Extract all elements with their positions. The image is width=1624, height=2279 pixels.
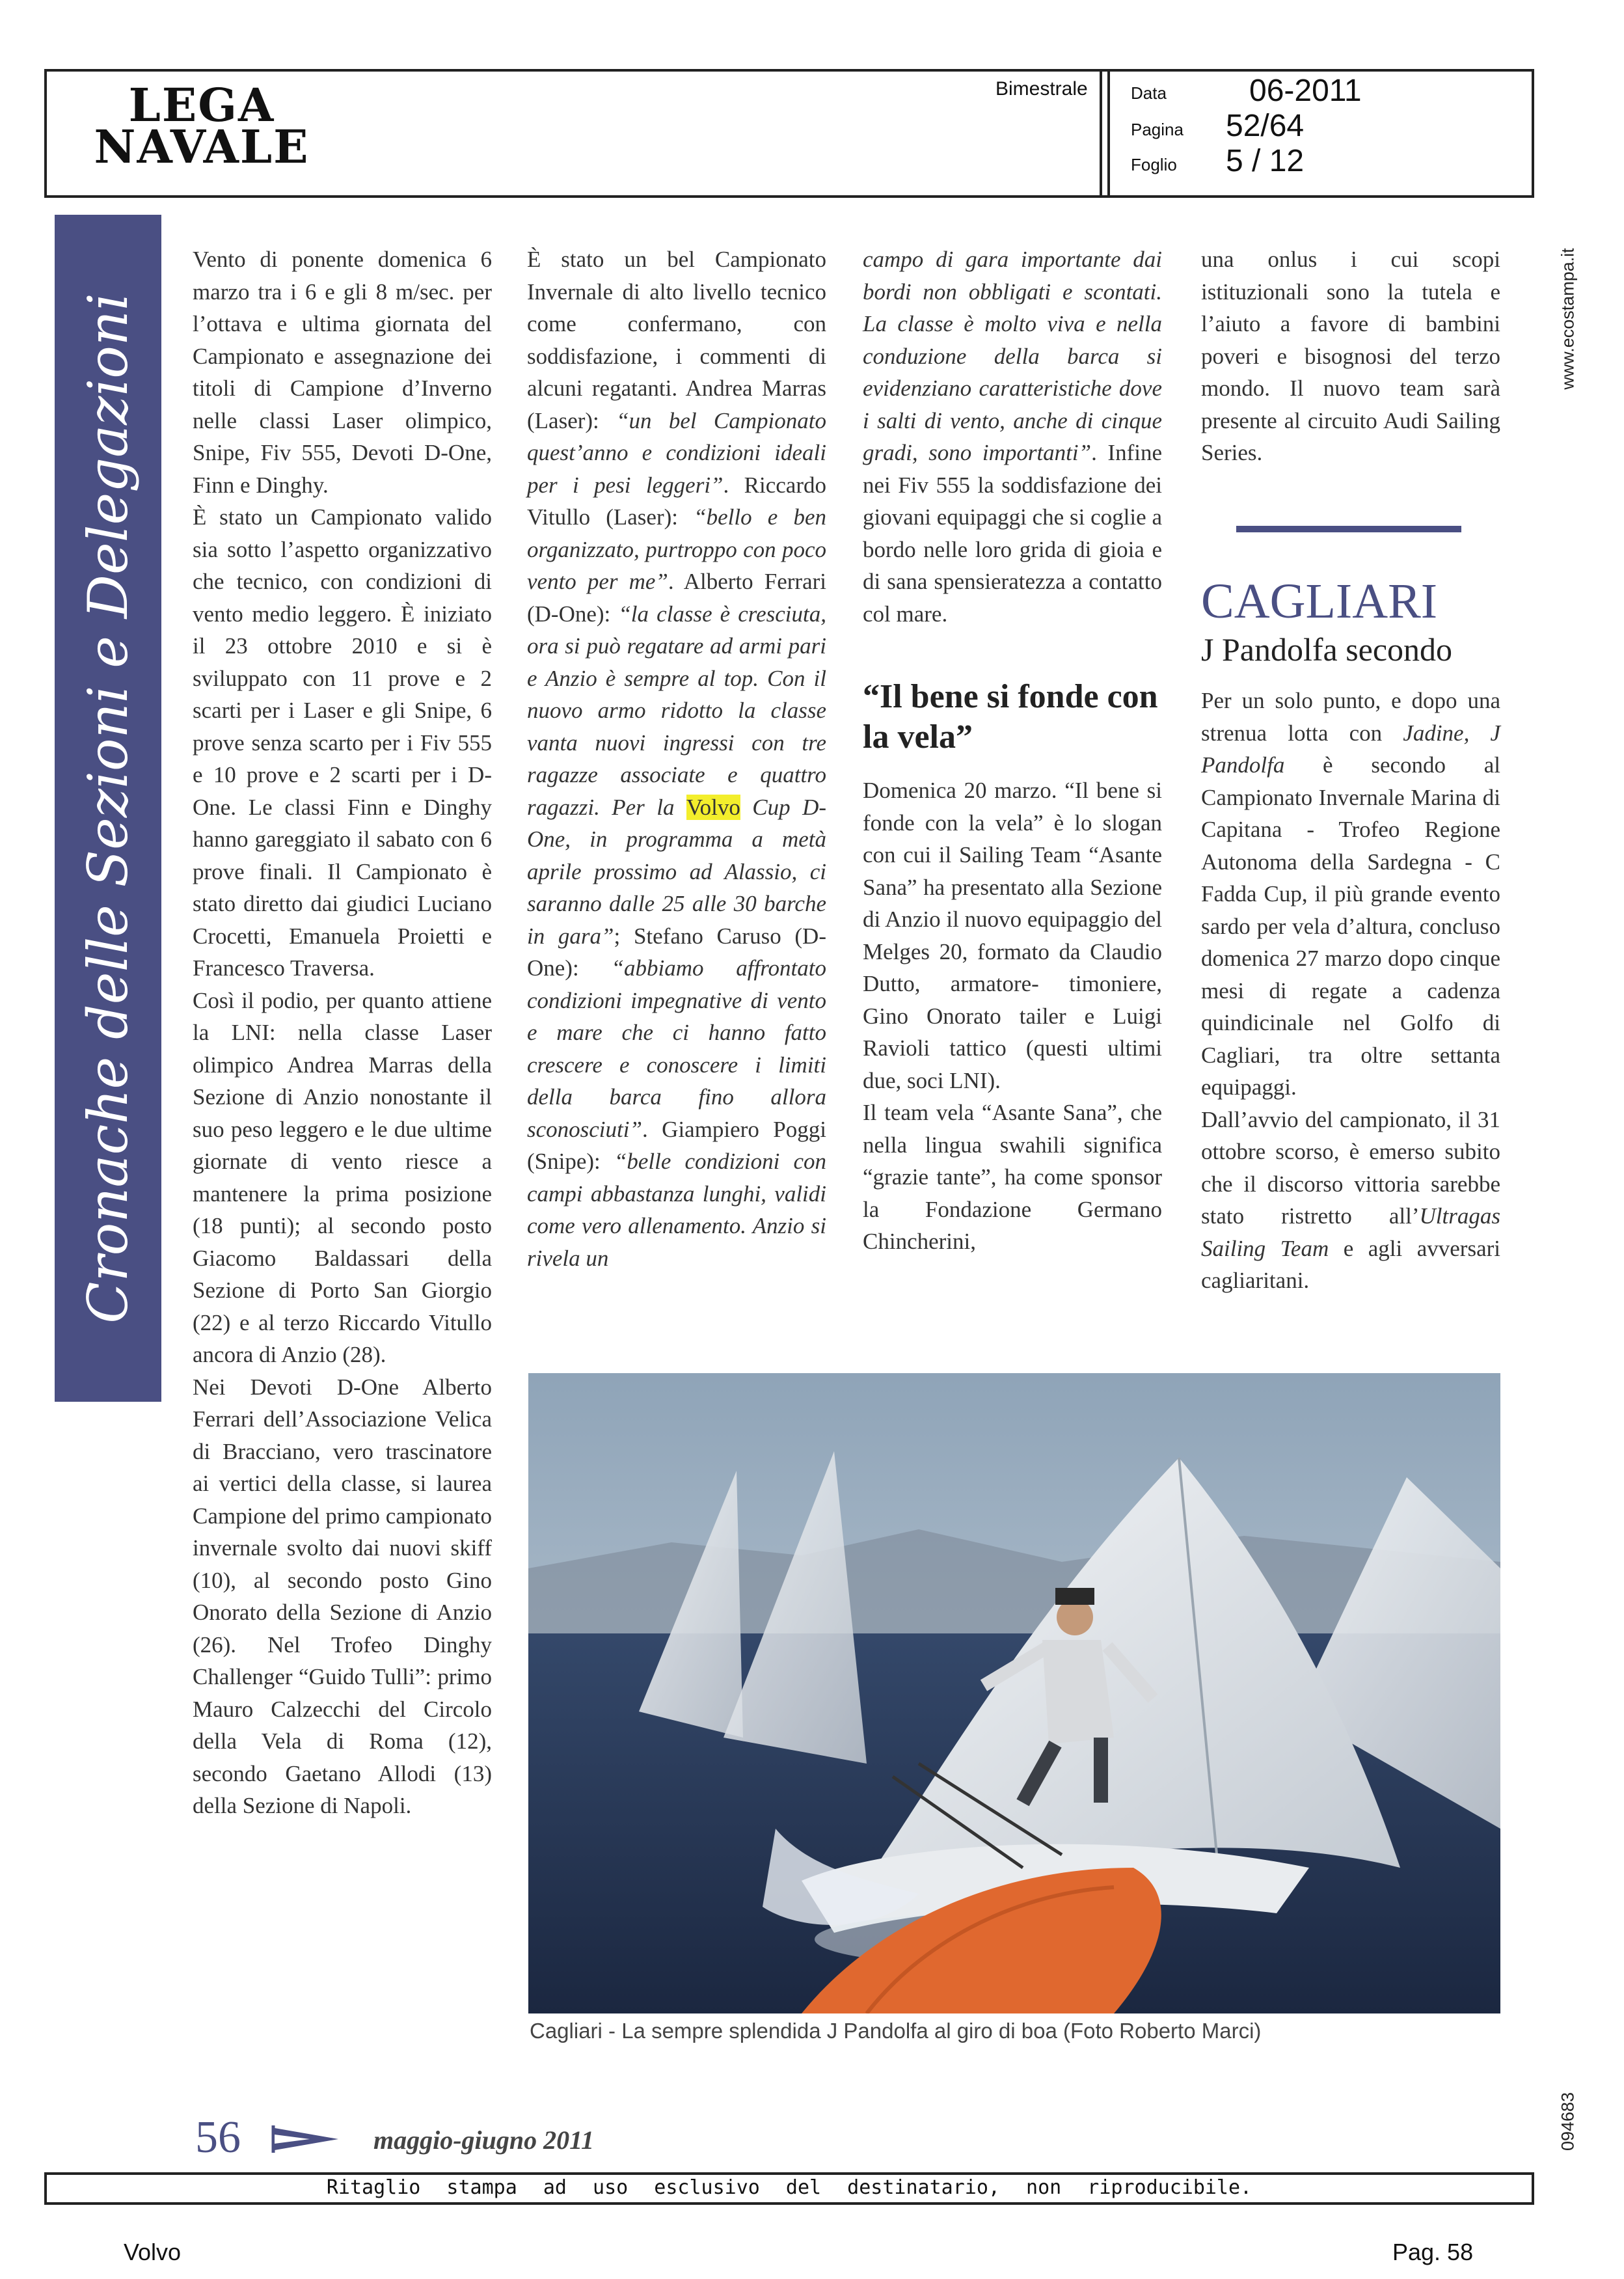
logo-line-1: LEGA [128,78,275,132]
col2-text: . Riccardo Vitullo (Laser): [527,472,826,530]
foglio-label: Foglio [1131,155,1177,174]
col4-text: è secondo al Campionato Invernale Marina di Capitana - Trofeo Regione Autonoma della Sardegna - C Fadda Cup, il più grande evento sardo per vela d’altura, concluso domenica 27 marzo dopo cinque mesi di regate a cadenza quindicinale nel Golfo di Cagliari, tra oltre settanta equipaggi. [1201,752,1500,1100]
publication-logo [78,78,325,174]
col3-paragraph: Domenica 20 marzo. “Il bene si fonde con la vela” è lo slogan con cui il Sailing Team “Asante Sana” ha presentato alla Sezione di Anzio il nuovo equipaggio del Melges 20, formato da Claudio Dutto, armatore- timoniere, Gino Onorato tailer e Luigi Ravioli tattico (questi ultimi due, soci LNI). [863,778,1162,1093]
article-column-4b [1201,685,1500,1297]
subheading-bene-vela: “Il bene si fonde con la vela” [863,678,1158,756]
magazine-page-number: 56 [195,2112,241,2163]
data-label: Data [1131,83,1167,103]
col4-paragraph [1201,685,1500,1104]
keyword-label: Volvo [124,2239,182,2265]
pennant-icon [271,2123,342,2155]
sailing-photo [528,1373,1500,2013]
col4-paragraph [1201,1104,1500,1297]
header-divider-2 [1107,69,1110,198]
col3-paragraph [863,243,1162,630]
clipping-code [1555,2076,1581,2167]
col4-paragraph: una onlus i cui scopi istituzionali sono la tutela e l’aiuto a favore di bambini poveri e bisognosi del terzo mondo. Il nuovo team sarà presente al circuito Audi Sailing Series. [1201,247,1500,465]
col3-paragraph: Il team vela “Asante Sana”, che nella lingua swahili significa “grazie tante”, ha come sponsor la Fondazione Germano Chincherini, [863,1100,1162,1254]
quote-vitullo: “bello e ben organizzato, purtroppo con poco vento per me” [527,504,826,594]
cagliari-subtitle: J Pandolfa secondo [1201,631,1453,668]
col2-text: È stato un bel Campionato Invernale di alto livello tecnico come confermano, con soddisfazione, i commenti di alcuni regatanti. Andrea Marras (Laser): [527,247,826,433]
article-column-3 [863,243,1162,630]
ecostampa-url-text: www.ecostampa.it [1558,248,1578,390]
highlighted-keyword: Volvo [686,794,740,820]
quote-caruso: “abbiamo affrontato condizioni impegnative di vento e mare che ci hanno fatto crescere e conoscere i limiti della barca fino allora sconosciuti” [527,955,826,1142]
quote-ferrari-cont: Cup D-One, in programma a metà aprile prossimo ad Alassio, ci saranno dalle 25 alle 30 barche in gara” [527,794,826,949]
photo-caption: Cagliari - La sempre splendida J Pandolfa al giro di boa (Foto Roberto Marci) [530,2019,1262,2043]
col4-text: Dall’avvio del campionato, il 31 ottobre scorso, è emerso subito che il discorso vittoria sarebbe stato ristretto all’ [1201,1106,1500,1229]
logo-line-2: NAVALE [94,120,310,174]
section-rule [1236,526,1461,532]
col2-paragraph [527,243,826,1274]
frequency-label: Bimestrale [995,78,1088,100]
col4-text: e agli avversari cagliaritani. [1201,1235,1500,1293]
boat-names: Jadine, J Pandolfa [1201,720,1501,778]
quote-ferrari: “la classe è cresciuta, ora si può regatare ad armi pari e Anzio è sempre al top. Con il nuovo armo ridotto la classe vanta nuovi ingressi con tre ragazze associate e quattro ragazzi. Per la [527,601,826,820]
col2-text: ; Stefano Caruso (D-One): [527,923,826,981]
foglio-value: 5 / 12 [1226,144,1305,178]
col3-text: . Infine nei Fiv 555 la soddisfazione dei giovani equipaggi che si coglie a bordo nelle loro grida di gioia e di sana spensieratezza a contatto col mare. [863,440,1162,627]
quote-poggi-cont: campo di gara importante dai bordi non obbligati e scontati. La classe è molto viva e nella conduzione della barca si evidenziano caratteristiche dove i salti di vento, anche di cinque gradi, sono importanti” [863,247,1162,465]
col1-paragraph: È stato un Campionato valido sia sotto l’aspetto organizzativo che tecnico, con condizioni di vento medio leggero. È iniziato il 23 ottobre 2010 e si è sviluppato con 11 prove e 2 scarti per i Laser e gli Snipe, 6 prove senza scarto per i Fiv 555 e 10 prove e 2 scarti per i D-One. Le classi Finn e Dinghy hanno gareggiato il sabato con 6 prove finali. Il Campionato è stato diretto dai giudici Luciano Crocetti, Emanuela Proietti e Francesco Traversa. [193,504,492,981]
pagina-label: Pagina [1131,120,1184,139]
quote-poggi: “belle condizioni con campi abbastanza lunghi, validi come vero allenamento. Anzio si rivela un [527,1149,826,1271]
article-column-4 [1201,243,1500,469]
issue-date: maggio-giugno 2011 [373,2125,594,2155]
col1-paragraph: Vento di ponente domenica 6 marzo tra i 6 e gli 8 m/sec. per l’ottava e ultima giornata del Campionato e assegnazione dei titoli di Campione d’Inverno nelle classi Laser olimpico, Snipe, Fiv 555, Devoti D-One, Finn e Dinghy. [193,247,492,498]
article-column-2 [527,243,826,1274]
clipping-notice: Ritaglio stampa ad uso esclusivo del destinatario, non riproducibile. [326,2176,1252,2199]
header-divider [1100,69,1102,198]
ecostampa-url [1555,215,1581,423]
col4-text: Per un solo punto, e dopo una strenua lotta con [1201,688,1500,746]
team-name: Ultragas Sailing Team [1201,1203,1500,1261]
data-value: 06-2011 [1249,74,1362,108]
article-column-1 [193,243,492,1822]
clipping-code-text: 094683 [1558,2092,1578,2151]
col2-text: . Alberto Ferrari (D-One): [527,569,826,627]
section-banner [55,215,161,1402]
document-page-number: Pag. 58 [1392,2239,1474,2265]
cagliari-title: CAGLIARI [1201,574,1438,629]
section-banner-title: Cronache delle Sezioni e Delegazioni [76,293,140,1324]
sailing-photo-illustration [528,1373,1500,2013]
quote-marras: “un bel Campionato quest’anno e condizioni ideali per i pesi leggeri” [527,407,826,498]
article-column-3b [863,774,1162,1258]
pagina-value: 52/64 [1226,109,1305,143]
col1-paragraph: Così il podio, per quanto attiene la LNI: nella classe Laser olimpico Andrea Marras della Sezione di Anzio nonostante il suo peso leggero e le due ultime giornate di vento riesce a mantenere la prima posizione (18 punti); al secondo posto Giacomo Baldassari della Sezione di Porto San Giorgio (22) e al terzo Riccardo Vitullo ancora di Anzio (28). [193,987,492,1367]
col2-text: . Giampiero Poggi (Snipe): [527,1116,826,1174]
col1-paragraph: Nei Devoti D-One Alberto Ferrari dell’Associazione Velica di Bracciano, vero trascinatore ai vertici della classe, si laurea Campione del primo campionato invernale svolto dai nuovi skiff (10), al secondo posto Gino Onorato della Sezione di Anzio (26). Nel Trofeo Dinghy Challenger “Guido Tulli”: primo Mauro Calzecchi del Circolo della Vela di Roma (12), secondo Gaetano Allodi (13) della Sezione di Napoli. [193,1374,492,1818]
